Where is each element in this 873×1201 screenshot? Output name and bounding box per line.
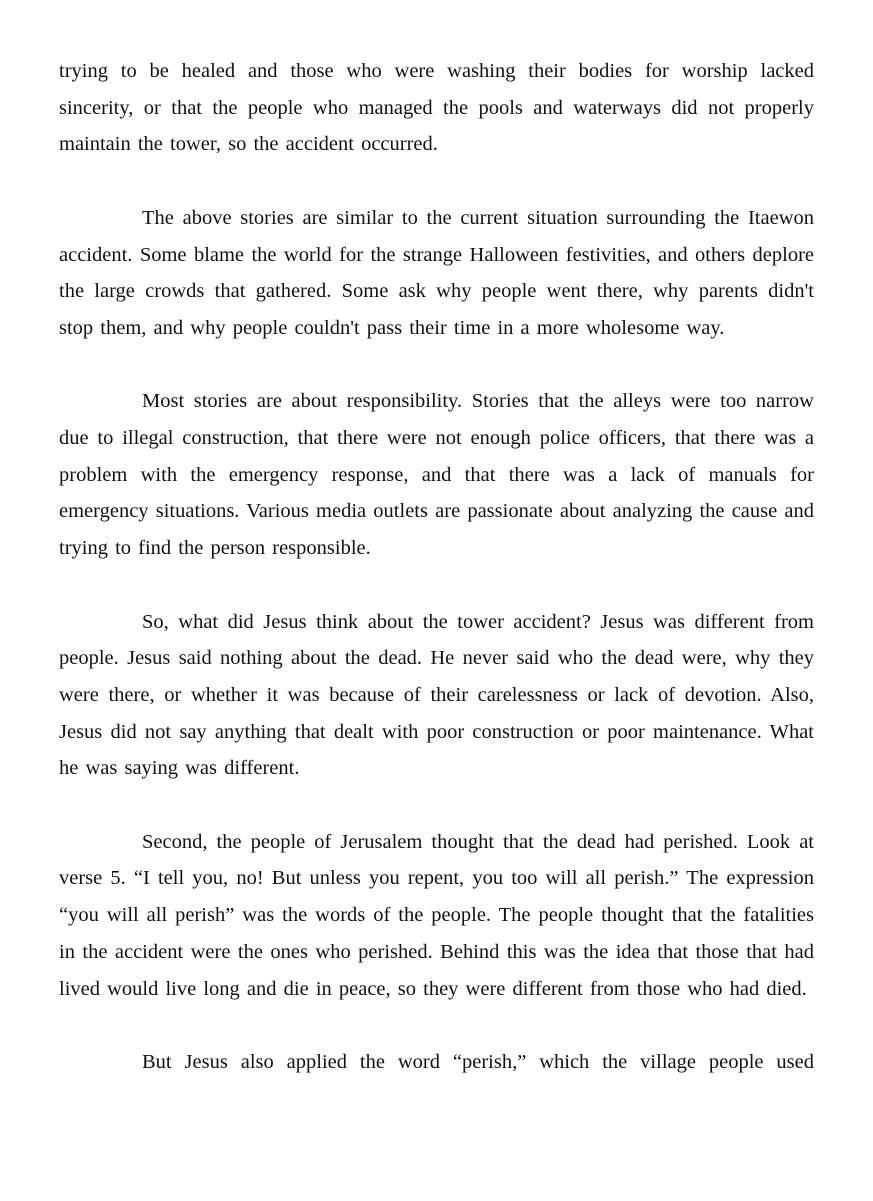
paragraph-4: So, what did Jesus think about the tower accident? Jesus was different from people. Jesus said nothing about the dead. He never said who the dead were, why they were there, or whether it was because of their carelessness or lack of devotion. Also, Jesus did not say anything that dealt with poor construction or poor maintenance. What he was saying was different. <box>59 610 814 780</box>
paragraph-3: Most stories are about responsibility. Stories that the alleys were too narrow due to illegal construction, that there were not enough police officers, that there was a problem with the emergency response, and that there was a lack of manuals for emergency situations. Various media outlets are passionate about analyzing the cause and trying to find the person responsible. <box>59 390 814 560</box>
paragraph-6: But Jesus also applied the word “perish,” which the village people used <box>142 1050 814 1073</box>
paragraph-5: Second, the people of Jerusalem thought that the dead had perished. Look at verse 5. “I tell you, no! But unless you repent, you too will all perish.” The expression “you will all perish” was the words of the people. The people thought that the fatalities in the accident were the ones who perished. Behind this was the idea that those that had lived would live long and die in peace, so they were different from those who had died. <box>59 830 814 1000</box>
paragraph-2: The above stories are similar to the current situation surrounding the Itaewon accident. Some blame the world for the strange Halloween festivities, and others deplore the large crowds that gathered. Some ask why people went there, why parents didn't stop them, and why people couldn't pass their time in a more wholesome way. <box>59 206 814 339</box>
document-page <box>59 53 814 1081</box>
paragraph-1: trying to be healed and those who were washing their bodies for worship lacked sincerity, or that the people who managed the pools and waterways did not properly maintain the tower, so the accident occurred. <box>59 60 814 156</box>
